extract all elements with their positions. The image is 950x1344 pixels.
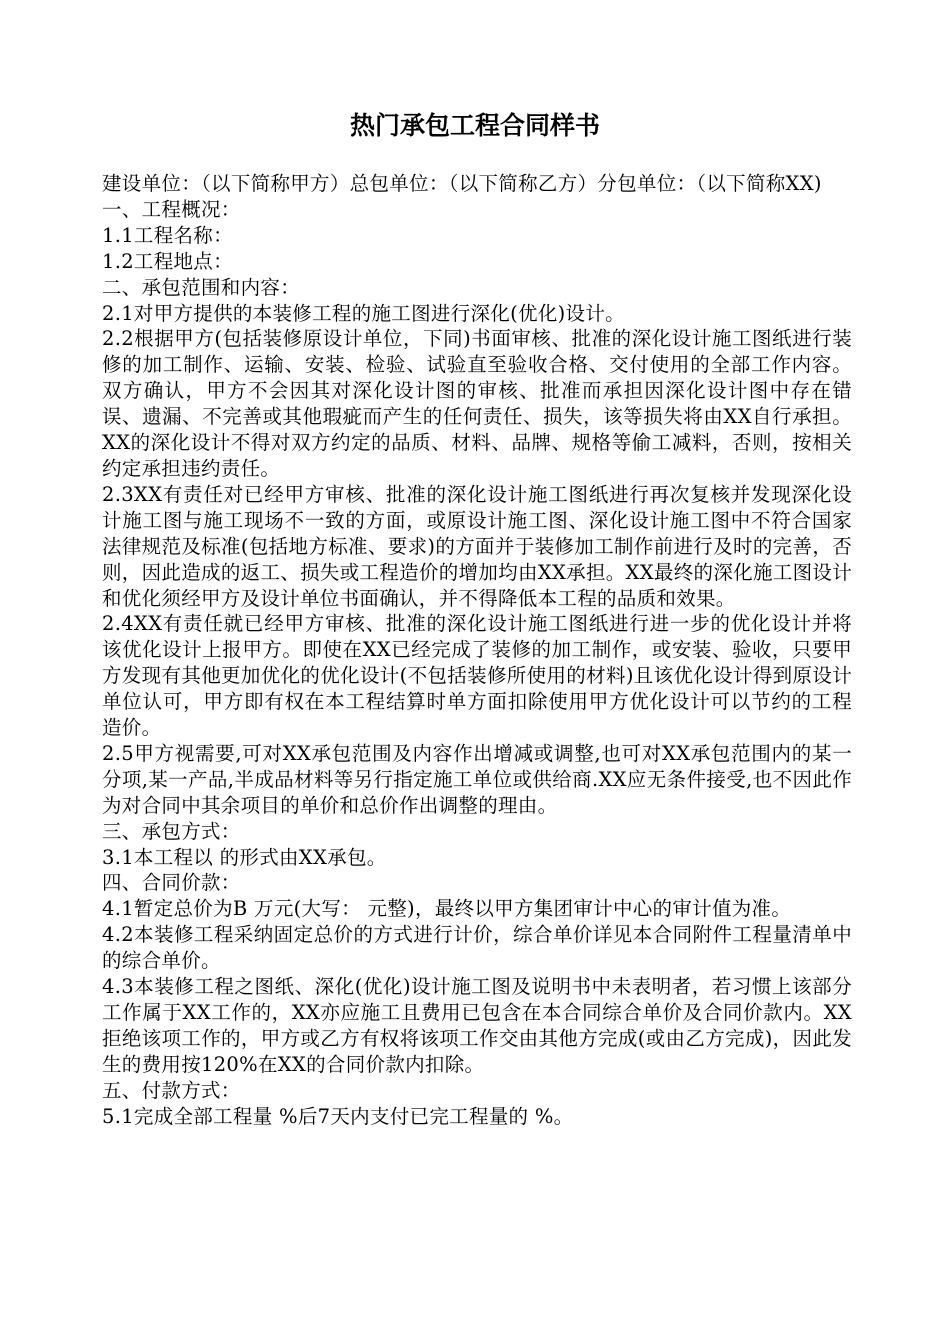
clause-1-1: 1.1工程名称： — [102, 223, 233, 247]
clause-3-1: 3.1本工程以 的形式由XX承包。 — [102, 845, 387, 869]
section-heading-project-overview: 一、工程概况： — [102, 197, 241, 221]
section-heading-contract-price: 四、合同价款： — [102, 871, 241, 895]
section-heading-scope: 二、承包范围和内容： — [102, 275, 301, 299]
clause-2-1: 2.1对甲方提供的本装修工程的施工图进行深化(优化)设计。 — [102, 301, 625, 325]
clause-4-2: 4.2本装修工程采纳固定总价的方式进行计价，综合单价详见本合同附件工程量清单中的综合单价。 — [102, 923, 852, 973]
section-heading-payment: 五、付款方式： — [102, 1078, 241, 1102]
document-body — [102, 171, 852, 1130]
party-info-paragraph: 建设单位：（以下简称甲方）总包单位：（以下简称乙方）分包单位：（以下简称XX) — [102, 172, 822, 195]
clause-4-3: 4.3本装修工程之图纸、深化(优化)设计施工图及说明书中未表明者，若习惯上该部分工作属于XX工作的，XX亦应施工且费用已包含在本合同综合单价及合同价款内。XX拒绝该项工作的，甲方或乙方有权将该项工作交由其他方完成(或由乙方完成)，因此发生的费用按120%在XX的合同价款内扣除。 — [102, 975, 852, 1076]
document-title: 热门承包工程合同样书 — [349, 111, 600, 140]
clause-5-1: 5.1完成全部工程量 %后7天内支付已完工程量的 %。 — [102, 1104, 574, 1128]
clause-2-2: 2.2根据甲方(包括装修原设计单位，下同)书面审核、批准的深化设计施工图纸进行装修的加工制作、运输、安装、检验、试验直至验收合格、交付使用的全部工作内容。双方确认，甲方不会因其对深化设计图的审核、批准而承担因深化设计图中存在错误、遗漏、不完善或其他瑕疵而产生的任何责任、损失，该等损失将由XX自行承担。XX的深化设计不得对双方约定的品质、材料、品牌、规格等偷工减料，否则，按相关约定承担违约责任。 — [102, 327, 852, 480]
clause-2-3: 2.3XX有责任对已经甲方审核、批准的深化设计施工图纸进行再次复核并发现深化设计施工图与施工现场不一致的方面，或原设计施工图、深化设计施工图中不符合国家法律规范及标准(包括地方标准、要求)的方面并于装修加工制作前进行及时的完善，否则，因此造成的返工、损失或工程造价的增加均由XX承担。XX最终的深化施工图设计和优化须经甲方及设计单位书面确认，并不得降低本工程的品质和效果。 — [102, 482, 852, 610]
clause-2-5: 2.5甲方视需要,可对XX承包范围及内容作出增减或调整,也可对XX承包范围内的某一分项,某一产品,半成品材料等另行指定施工单位或供给商.XX应无条件接受,也不因此作为对合同中其余项目的单价和总价作出调整的理由。 — [102, 741, 852, 817]
clause-2-4: 2.4XX有责任就已经甲方审核、批准的深化设计施工图纸进行进一步的优化设计并将该优化设计上报甲方。即使在XX已经完成了装修的加工制作，或安装、验收，只要甲方发现有其他更加优化的优化设计(不包括装修所使用的材料)且该优化设计得到原设计单位认可，甲方即有权在本工程结算时单方面扣除使用甲方优化设计可以节约的工程造价。 — [102, 612, 852, 740]
section-heading-contract-method: 三、承包方式： — [102, 819, 241, 843]
clause-1-2: 1.2工程地点： — [102, 249, 233, 273]
clause-4-1: 4.1暂定总价为B 万元(大写： 元整)，最终以甲方集团审计中心的审计值为准。 — [102, 897, 792, 921]
